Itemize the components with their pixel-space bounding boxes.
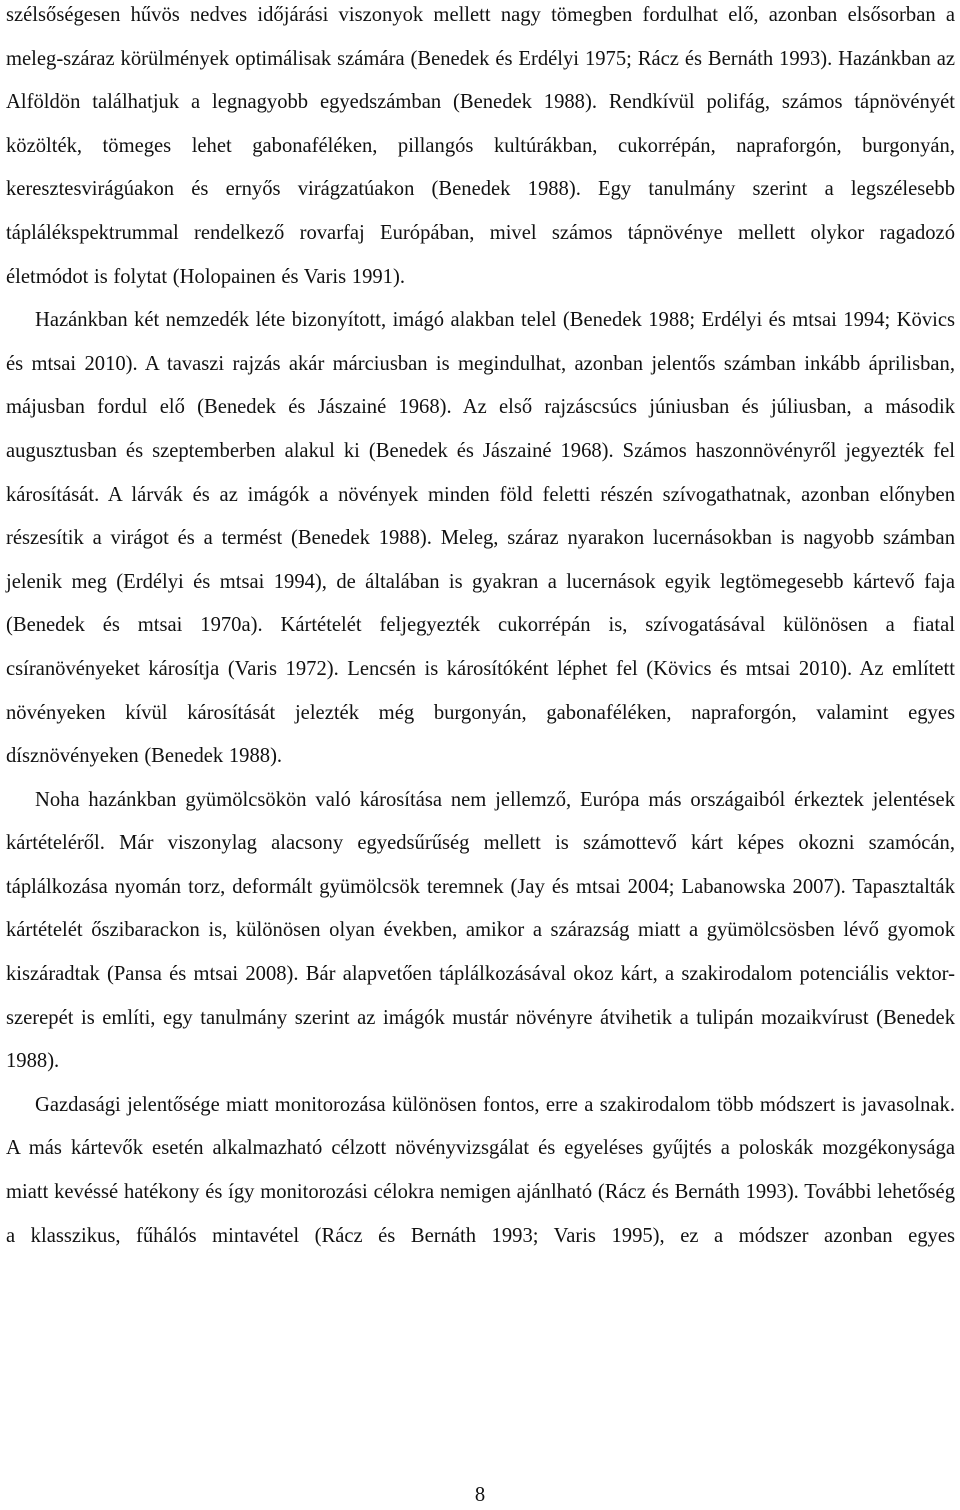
page-number: 8 xyxy=(474,1484,486,1506)
paragraph-3: Noha hazánkban gyümölcsökön való károsítása nem jellemző, Európa más országaiból érkeztek jelentések kártételéről. Már viszonylag alacsony egyedsűrűség mellett is számottevő kárt képes okozni szamócán, táplálkozása nyomán torz, deformált gyümölcsök teremnek (Jay és mtsai 2004; Labanowska 2007). Tapasztalták kártételét őszibarackon is, különösen olyan években, amikor a szárazság miatt a gyümölcsösben lévő gyomok kiszáradtak (Pansa és mtsai 2008). Bár alapvetően táplálkozásával okoz kárt, a szakirodalom potenciális vektor-szerepét is említi, egy tanulmány szerint az imágók mustár növényre átvihetik a tulipán mozaikvírust (Benedek 1988). xyxy=(6,788,955,1073)
paragraph-4: Gazdasági jelentősége miatt monitorozása különösen fontos, erre a szakirodalom több módszert is javasolnak. A más kártevők esetén alkalmazható célzott növényvizsgálat és egyeléses gyűjtés a poloskák mozgékonysága miatt kevéssé hatékony és így monitorozási célokra nemigen ajánlható (Rácz és Bernáth 1993). További lehetőség a klasszikus, fűhálós mintavétel (Rácz és Bernáth 1993; Varis 1995), ez a módszer azonban egyes xyxy=(6,1093,955,1247)
document-page xyxy=(6,0,955,1258)
paragraph-1: szélsőségesen hűvös nedves időjárási viszonyok mellett nagy tömegben fordulhat elő, azonban elsősorban a meleg-száraz körülmények optimálisak számára (Benedek és Erdélyi 1975; Rácz és Bernáth 1993). Hazánkban az Alföldön találhatjuk a legnagyobb egyedszámban (Benedek 1988). Rendkívül polifág, számos tápnövényét közölték, tömeges lehet gabonaféléken, pillangós kultúrákban, cukorrépán, napraforgón, burgonyán, keresztesvirágúakon és ernyős virágzatúakon (Benedek 1988). Egy tanulmány szerint a legszélesebb táplálékspektrummal rendelkező rovarfaj Európában, mivel számos tápnövénye mellett olykor ragadozó életmódot is folytat (Holopainen és Varis 1991). xyxy=(6,4,955,288)
paragraph-2: Hazánkban két nemzedék léte bizonyított, imágó alakban telel (Benedek 1988; Erdélyi és mtsai 1994; Kövics és mtsai 2010). A tavaszi rajzás akár márciusban is megindulhat, azonban jelentős számban inkább áprilisban, májusban fordul elő (Benedek és Jászainé 1968). Az első rajzáscsúcs júniusban és júliusban, a második augusztusban és szeptemberben alakul ki (Benedek és Jászainé 1968). Számos haszonnövényről jegyezték fel károsítását. A lárvák és az imágók a növények minden föld feletti részén szívogathatnak, azonban előnyben részesítik a virágot és a termést (Benedek 1988). Meleg, száraz nyarakon lucernásokban is nagyobb számban jelenik meg (Erdélyi és mtsai 1994), de általában is gyakran a lucernások egyik legtömegesebb kártevő faja (Benedek és mtsai 1970a). Kártételét feljegyezték cukorrépán is, szívogatásával különösen a fiatal csíranövényeket károsítja (Varis 1972). Lencsén is károsítóként léphet fel (Kövics és mtsai 2010). Az említett növényeken kívül károsítását jelezték még burgonyán, gabonaféléken, napraforgón, valamint egyes dísznövényeken (Benedek 1988). xyxy=(6,309,955,768)
